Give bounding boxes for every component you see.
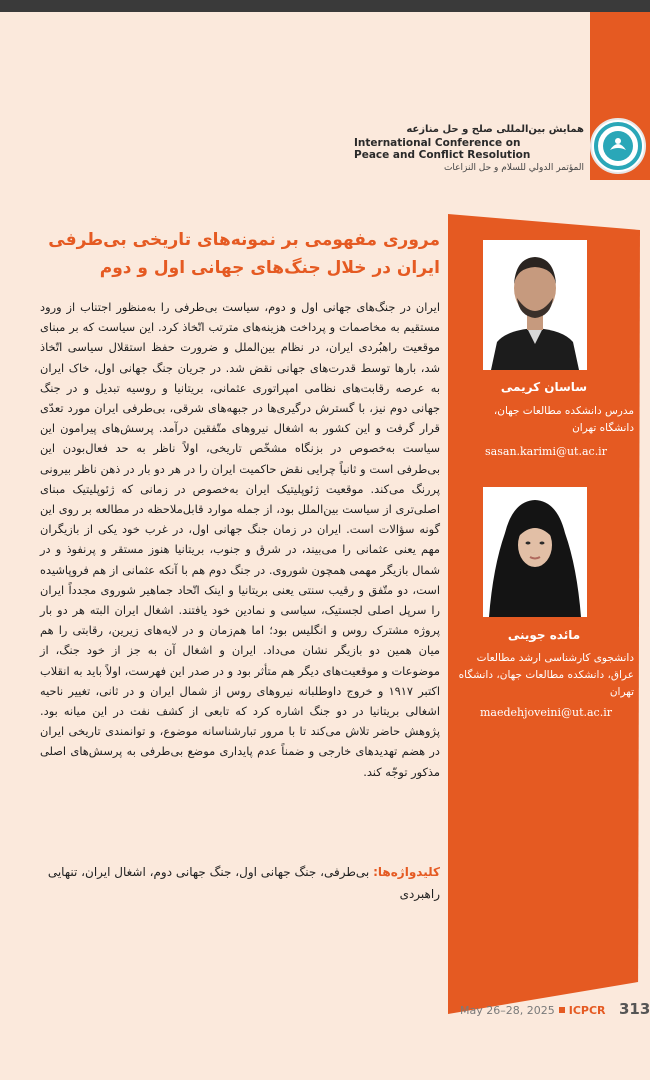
conference-english-line2: Peace and Conflict Resolution <box>354 149 531 161</box>
author-affiliation: مدرس دانشکده مطالعات جهان، دانشگاه تهران <box>493 405 634 434</box>
top-bar <box>0 0 650 12</box>
author-photo <box>483 240 587 370</box>
author-email: maedehjoveini@ut.ac.ir <box>479 706 612 719</box>
conference-logo-icon <box>590 118 646 174</box>
footer <box>460 1004 606 1017</box>
conference-arabic-name: المؤتمر الدولي للسلام و حل النزاعات <box>443 163 584 173</box>
author-email: sasan.karimi@ut.ac.ir <box>485 445 607 458</box>
conference-persian-name: همایش بین‌المللی صلح و حل منازعه <box>406 124 584 135</box>
author-name: مائده جوینی <box>507 628 581 642</box>
page-number: 313 <box>619 1000 650 1018</box>
article-abstract: ایران در جنگ‌های جهانی اول و دوم، سیاست بی‌طرفی را به‌منظور اجتناب از ورود مستقیم به مخاصمات و پرداخت هزینه‌های مترتب اتّخاذ کرد. این سیاست که بر مبنای موقعیت راهبُردی ایران، در نظام بین‌الملل و ضرورت حفظ استقلال سیاسی اتّخاذ شد، بارها توسط قدرت‌های جهانی نقض شد. در جریان جنگ جهانی اول، خاک ایران به عرصه رقابت‌های نظامی امپراتوری عثمانی، بریتانیا و روسیه تبدیل و در جنگ جهانی دوم نیز، با گسترش درگیری‌ها در جبهه‌های شرقی، بی‌طرفی ایران مورد تعدّی قرار گرفت و این کشور به اشغال نیروهای متّفقین درآمد. پرسش‌های پیرامون این سیاست به‌خصوص در بزنگاه مشخّص تاریخی، اولاً ناظر به حد فعال‌بودن این بی‌طرفی است و ثانیاً چرایی نقض حاکمیت ایران را در هر دو بار در ذهن ناظر بیرونی پررنگ می‌کند. موقعیت ژئوپلیتیک ایران به‌خصوص در زمانی که ژئوپلیتیک مبنای اصلی‌تری از سیاست بین‌الملل بود، از جمله موارد قابل‌ملاحظه در مطالعه بر روی این گونه سؤالات است. ایران در زمان جنگ جهانی اول، در غرب خود یکی از بازیگران مهم یعنی عثمانی را می‌بیند، در شرق و جنوب، بریتانیا هنوز مستقر و پرنفوذ و در شمال بازیگر مهمی همچون شوروی. در جنگ دوم هم با آنکه عثمانی از هم فروپاشیده است، دو متّفق و رقیب سنتی یعنی بریتانیا و اینک اتّحاد جماهیر شوروی مجدداً ایران را سرپل اصلی لجستیک، سیاسی و نمادین خود یافتند. اشغال ایران البته هر دو بار پروژه مشترک روس و انگلیس بود؛ اما هم‌زمان و در لایه‌های زیرین، رقابتی را هم میان همین دو بازیگر نشان می‌داد. ایران و اشغال آن به جز از خود جنگ، از موضوعات و موقعیت‌های دیگر هم متأثر بود و در صدر این فهرست، اولاً باید به انقلاب اکتبر ۱۹۱۷ و خروج داوطلبانه نیروهای روس از شمال ایران و در ثانی، تغییر ناحیه اشغالی بریتانیا در دو جنگ اشاره کرد که تابعی از کشف نفت در این میانه بود. پژوهش حاضر تلاش می‌کند تا با مرور تبارشناسانه موضوع، و توانمندی تاریخی ایران در هضم تهدیدهای خارجی و ضمناً عدم پایداری موضع بی‌طرفی به پرسش‌های اصلی مذکور توجّه کند. <box>40 300 440 779</box>
author-name: ساسان کریمی <box>500 380 588 394</box>
conference-title <box>354 124 584 173</box>
keywords-label: کلیدواژه‌ها: <box>373 865 440 879</box>
footer-date: May 26–28, 2025 <box>460 1004 555 1017</box>
author-photo <box>483 487 587 617</box>
author-affiliation: دانشجوی کارشناسی ارشد مطالعات عراق، دانشکده مطالعات جهان، دانشگاه تهران <box>458 652 634 698</box>
keywords-text: بی‌طرفی، جنگ جهانی اول، جنگ جهانی دوم، اشغال ایران، تنهایی راهبردی <box>47 865 440 901</box>
footer-brand: ICPCR <box>568 1004 606 1017</box>
footer-square-icon <box>559 1007 565 1013</box>
article-title: مروری مفهومی بر نمونه‌های تاریخی بی‌طرفی ایران در خلال جنگ‌های جهانی اول و دوم <box>48 230 440 278</box>
conference-english-line1: International Conference on <box>354 137 521 149</box>
keywords <box>40 861 440 905</box>
